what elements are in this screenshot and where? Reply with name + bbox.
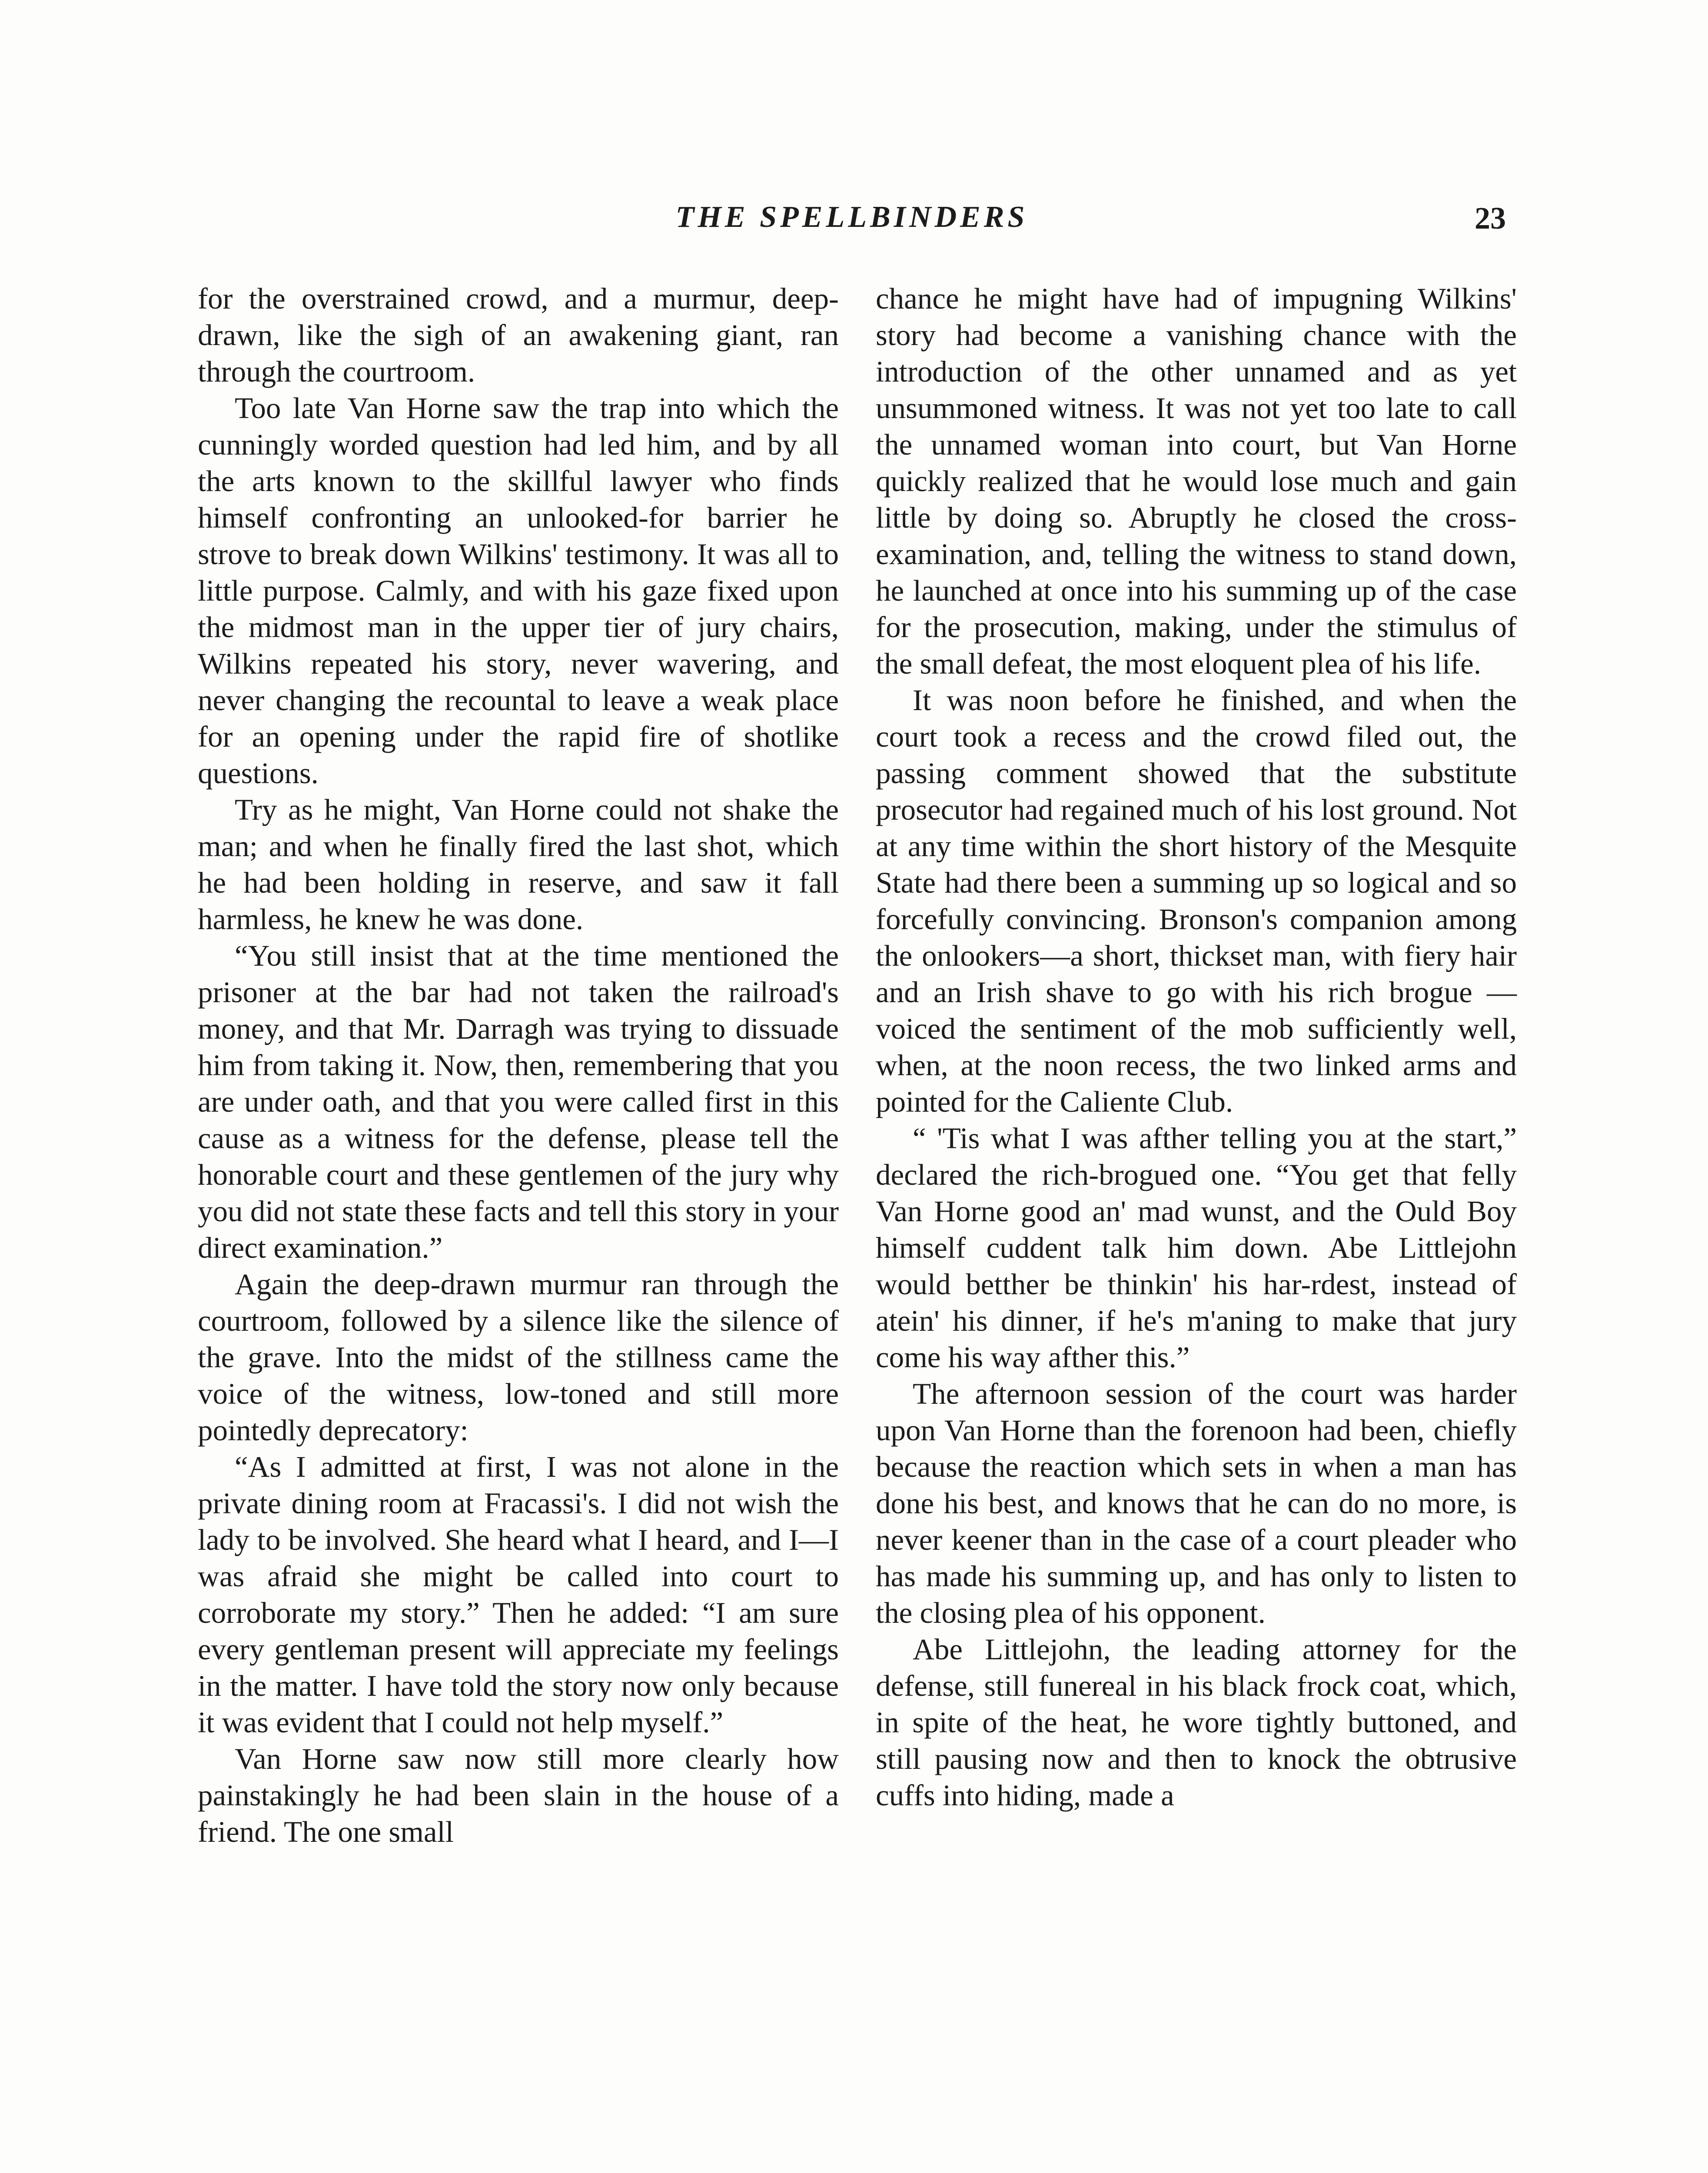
text-column-left: [198, 280, 839, 1850]
paragraph: Try as he might, Van Horne could not shake the man; and when he finally fired the last shot, which he had been holding in reserve, and saw it fall harmless, he knew he was done.: [198, 793, 839, 936]
paragraph: “You still insist that at the time mentioned the prisoner at the bar had not taken the railroad's money, and that Mr. Darragh was trying to dissuade him from taking it. Now, then, remembering that you are under oath, and that you were called first in this cause as a witness for the defense, please tell the honorable court and these gentlemen of the jury why you did not state these facts and tell this story in your direct examination.”: [198, 939, 839, 1264]
paragraph: for the overstrained crowd, and a murmur, deep-drawn, like the sigh of an awakening giant, ran through the courtroom.: [198, 282, 839, 388]
paragraph: Van Horne saw now still more clearly how painstakingly he had been slain in the house of a friend. The one small: [198, 1742, 839, 1848]
paragraph: The afternoon session of the court was harder upon Van Horne than the forenoon had been, chiefly because the reaction which sets in when a man has done his best, and knows that he can do no more, is never keener than in the case of a court pleader who has made his summing up, and has only to listen to the closing plea of his opponent.: [876, 1377, 1517, 1629]
running-head: [198, 198, 1506, 237]
paragraph: Abe Littlejohn, the leading attorney for the defense, still funereal in his black frock coat, which, in spite of the heat, he wore tightly buttoned, and still pausing now and then to knock the obtrusive cuffs into hiding, made a: [876, 1633, 1517, 1812]
paragraph: It was noon before he finished, and when the court took a recess and the crowd filed out, the passing comment showed that the substitute prosecutor had regained much of his lost ground. Not at any time within the short history of the Mesquite State had there been a summing up so logical and so forcefully convincing. Bronson's companion among the onlookers—a short, thickset man, with fiery hair and an Irish shave to go with his rich brogue —voiced the sentiment of the mob sufficiently well, when, at the noon recess, the two linked arms and pointed for the Caliente Club.: [876, 684, 1517, 1118]
paragraph: Again the deep-drawn murmur ran through the courtroom, followed by a silence like the silence of the grave. Into the midst of the stillness came the voice of the witness, low-toned and still more pointedly deprecatory:: [198, 1268, 839, 1447]
paragraph: “As I admitted at first, I was not alone in the private dining room at Fracassi's. I did not wish the lady to be involved. She heard what I heard, and I—I was afraid she might be called into court to corroborate my story.” Then he added: “I am sure every gentleman present will appreciate my feelings in the matter. I have told the story now only because it was evident that I could not help myself.”: [198, 1450, 839, 1739]
text-column-right: [876, 280, 1517, 1814]
paragraph: “ 'Tis what I was afther telling you at the start,” declared the rich-brogued one. “You get that felly Van Horne good an' mad wunst, and the Ould Boy himself cuddent talk him down. Abe Littlejohn would betther be thinkin' his har-rdest, instead of atein' his dinner, if he's m'aning to make that jury come his way afther this.”: [876, 1122, 1517, 1374]
paragraph: chance he might have had of impugning Wilkins' story had become a vanishing chance with the introduction of the other unnamed and as yet unsummoned witness. It was not yet too late to call the unnamed woman into court, but Van Horne quickly realized that he would lose much and gain little by doing so. Abruptly he closed the cross-examination, and, telling the witness to stand down, he launched at once into his summing up of the case for the prosecution, making, under the stimulus of the small defeat, the most eloquent plea of his life.: [876, 282, 1517, 680]
paragraph: Too late Van Horne saw the trap into which the cunningly worded question had led him, and by all the arts known to the skillful lawyer who finds himself confronting an unlooked-for barrier he strove to break down Wilkins' testimony. It was all to little purpose. Calmly, and with his gaze fixed upon the midmost man in the upper tier of jury chairs, Wilkins repeated his story, never wavering, and never changing the recountal to leave a weak place for an opening under the rapid fire of shotlike questions.: [198, 392, 839, 790]
page-number: 23: [1475, 201, 1506, 236]
running-title: THE SPELLBINDERS: [675, 200, 1028, 234]
